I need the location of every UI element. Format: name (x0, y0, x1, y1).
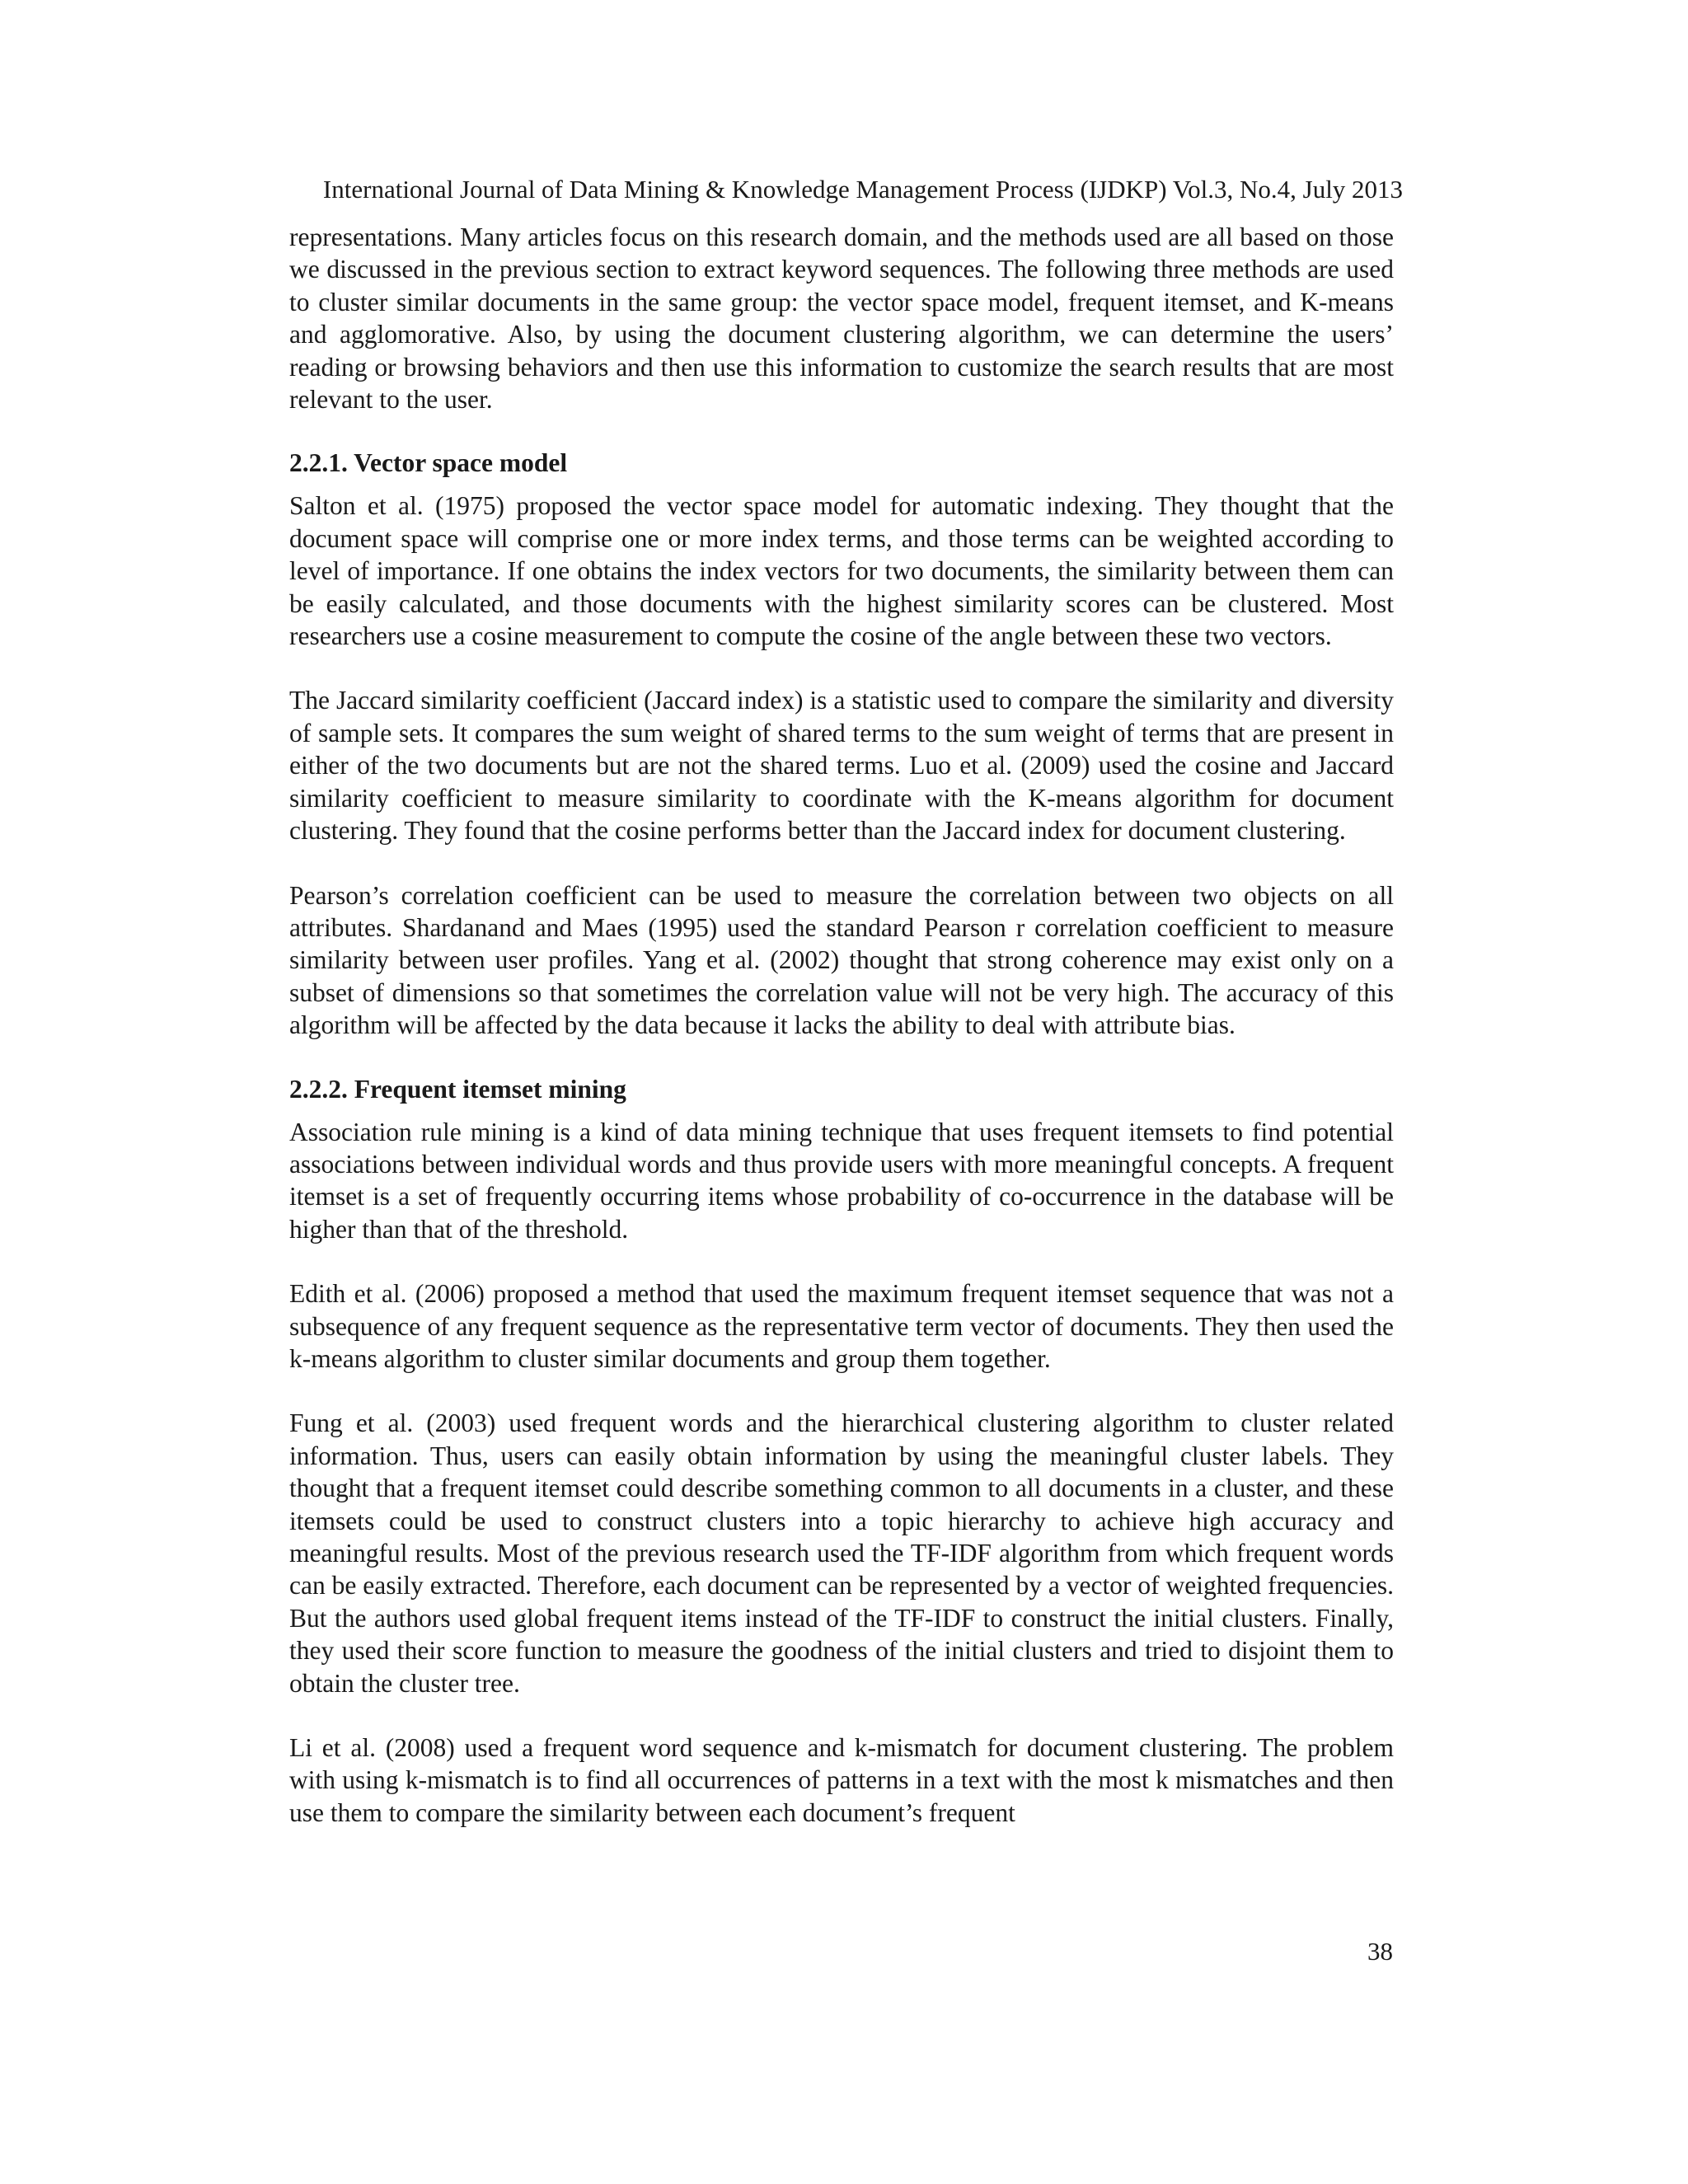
paragraph-vsm-jaccard: The Jaccard similarity coefficient (Jaccard index) is a statistic used to compare the similarity and diversity of sample sets. It compares the sum weight of shared terms to the sum weight of terms that are present in either of the two documents but are not the shared terms. Luo et al. (2009) used the cosine and Jaccard similarity coefficient to measure similarity to coordinate with the K-means algorithm for document clustering. They found that the cosine performs better than the Jaccard index for document clustering. (289, 686, 1394, 846)
paragraph-fim-fung: Fung et al. (2003) used frequent words and the hierarchical clustering algorithm to cluster related information. Thus, users can easily obtain information by using the meaningful cluster labels. They thought that a frequent itemset could describe something common to all documents in a cluster, and these itemsets could be used to construct clusters into a topic hierarchy to achieve high accuracy and meaningful results. Most of the previous research used the TF-IDF algorithm from which frequent words can be easily extracted. Therefore, each document can be represented by a vector of weighted frequencies. But the authors used global frequent items instead of the TF-IDF to construct the initial clusters. Finally, they used their score function to measure the goodness of the initial clusters and tried to disjoint them to obtain the cluster tree. (289, 1408, 1394, 1698)
paragraph-vsm-pearson: Pearson’s correlation coefficient can be used to measure the correlation between two objects on all attributes. Shardanand and Maes (1995) used the standard Pearson r correlation coefficient to measure similarity between user profiles. Yang et al. (2002) thought that strong coherence may exist only on a subset of dimensions so that sometimes the correlation value will not be very high. The accuracy of this algorithm will be affected by the data because it lacks the ability to deal with attribute bias. (289, 880, 1394, 1040)
body-text (289, 221, 1394, 1829)
paragraph-fim-edith: Edith et al. (2006) proposed a method that used the maximum frequent itemset sequence that was not a subsequence of any frequent sequence as the representative term vector of documents. They then used the k-means algorithm to cluster similar documents and group them together. (289, 1279, 1394, 1373)
paragraph-intro: representations. Many articles focus on this research domain, and the methods used are all based on those we discussed in the previous section to extract keyword sequences. The following three methods are used to cluster similar documents in the same group: the vector space model, frequent itemset, and K-means and agglomorative. Also, by using the document clustering algorithm, we can determine the users’ reading or browsing behaviors and then use this information to customize the search results that are most relevant to the user. (289, 223, 1394, 415)
paragraph-fim-association-rules: Association rule mining is a kind of data mining technique that uses frequent itemsets to find potential associations between individual words and thus provide users with more meaningful concepts. A frequent itemset is a set of frequently occurring items whose probability of co-occurrence in the database will be higher than that of the threshold. (289, 1117, 1394, 1244)
page-number: 38 (1367, 1937, 1393, 1966)
paragraph-fim-li: Li et al. (2008) used a frequent word sequence and k-mismatch for document clustering. The problem with using k-mismatch is to find all occurrences of patterns in a text with the most k mismatches and then use them to compare the similarity between each document’s frequent (289, 1733, 1394, 1827)
section-heading-frequent-itemset-mining: 2.2.2. Frequent itemset mining (289, 1074, 626, 1104)
paragraph-vsm-salton: Salton et al. (1975) proposed the vector space model for automatic indexing. They thought that the document space will comprise one or more index terms, and those terms can be weighted according to level of importance. If one obtains the index vectors for two documents, the similarity between them can be easily calculated, and those documents with the highest similarity scores can be clustered. Most researchers use a cosine measurement to compute the cosine of the angle between these two vectors. (289, 491, 1394, 651)
running-header: International Journal of Data Mining & Knowledge Management Process (IJDKP) Vol.3, No.4, July 2013 (322, 175, 1404, 204)
section-heading-vector-space-model: 2.2.1. Vector space model (289, 448, 568, 478)
